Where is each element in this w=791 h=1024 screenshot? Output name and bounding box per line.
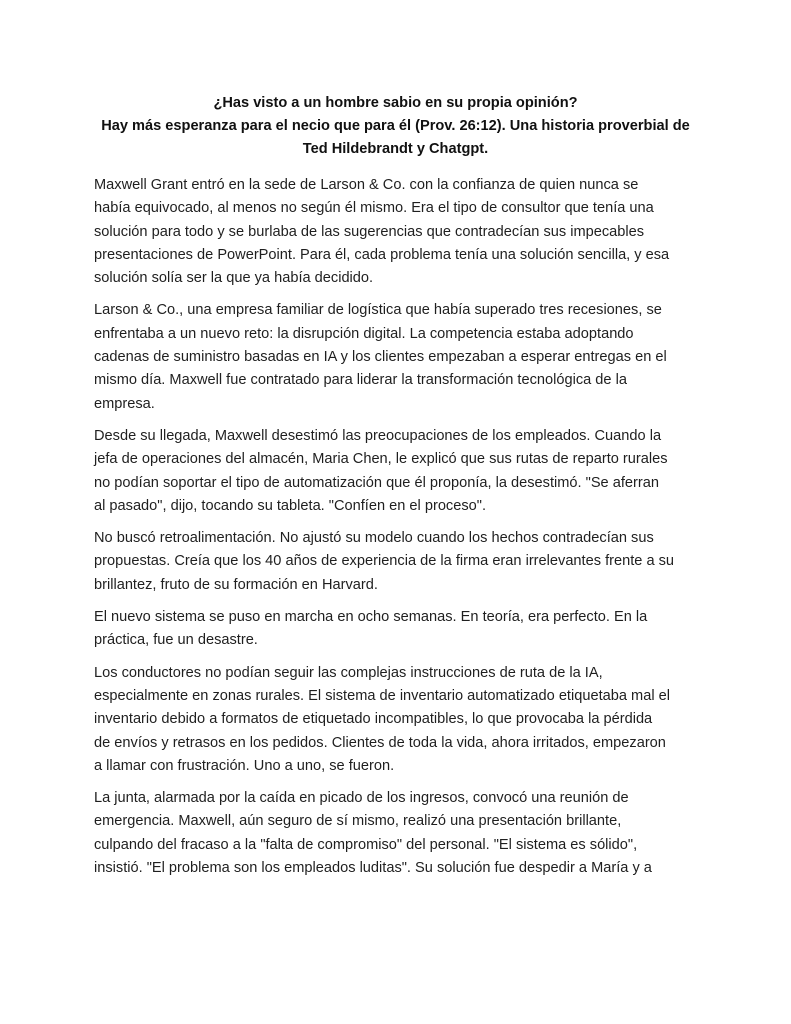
text-line: El nuevo sistema se puso en marcha en ocho semanas. En teoría, era perfecto. En la: [94, 609, 648, 626]
text-line: mismo día. Maxwell fue contratado para liderar la transformación tecnológica de la: [94, 372, 627, 389]
text-line: Los conductores no podían seguir las complejas instrucciones de ruta de la IA,: [94, 664, 603, 681]
text-line: emergencia. Maxwell, aún seguro de sí mismo, realizó una presentación brillante,: [94, 813, 622, 830]
text-line: había equivocado, al menos no según él mismo. Era el tipo de consultor que tenía una: [94, 200, 654, 217]
document-title: [90, 92, 701, 161]
text-line: de envíos y retrasos en los pedidos. Clientes de toda la vida, ahora irritados, empezaron: [94, 734, 666, 751]
text-line: empresa.: [94, 395, 155, 412]
text-line: propuestas. Creía que los 40 años de experiencia de la firma eran irrelevantes frente a su: [94, 553, 675, 570]
text-line: Desde su llegada, Maxwell desestimó las preocupaciones de los empleados. Cuando la: [94, 427, 662, 444]
paragraph: [94, 527, 704, 597]
paragraph: [94, 299, 704, 415]
text-line: brillantez, fruto de su formación en Harvard.: [94, 576, 378, 593]
text-line: a llamar con frustración. Uno a uno, se fueron.: [94, 757, 395, 774]
text-line: no podían soportar el tipo de automatización que él proponía, la desestimó. "Se aferran: [94, 474, 659, 491]
paragraph: [94, 606, 704, 653]
text-line: No buscó retroalimentación. No ajustó su modelo cuando los hechos contradecían sus: [94, 530, 654, 547]
text-line: culpando del fracaso a la "falta de compromiso" del personal. "El sistema es sólido",: [94, 836, 638, 853]
text-line: La junta, alarmada por la caída en picado de los ingresos, convocó una reunión de: [94, 790, 629, 807]
title-line: ¿Has visto a un hombre sabio en su propia opinión?: [213, 95, 578, 111]
paragraph: [94, 425, 704, 518]
paragraph: [94, 662, 704, 778]
text-line: solución solía ser la que ya había decidido.: [94, 270, 374, 287]
title-line: Hay más esperanza para el necio que para él (Prov. 26:12). Una historia proverbial de: [101, 118, 690, 134]
title-line: Ted Hildebrandt y Chatgpt.: [302, 141, 489, 157]
text-line: al pasado", dijo, tocando su tableta. "Confíen en el proceso".: [94, 497, 486, 514]
paragraph: [94, 174, 704, 290]
text-line: presentaciones de PowerPoint. Para él, cada problema tenía una solución sencilla, y esa: [94, 246, 670, 263]
text-line: Larson & Co., una empresa familiar de logística que había superado tres recesiones, se: [94, 302, 662, 319]
text-line: práctica, fue un desastre.: [94, 632, 258, 649]
text-line: jefa de operaciones del almacén, Maria Chen, le explicó que sus rutas de reparto rurales: [94, 451, 668, 468]
text-line: especialmente en zonas rurales. El sistema de inventario automatizado etiquetaba mal el: [94, 687, 670, 704]
text-line: cadenas de suministro basadas en IA y los clientes empezaban a esperar entregas en el: [94, 349, 667, 366]
text-line: insistió. "El problema son los empleados luditas". Su solución fue despedir a María y a: [94, 860, 652, 877]
text-line: Maxwell Grant entró en la sede de Larson & Co. con la confianza de quien nunca se: [94, 177, 639, 193]
document-body: [94, 174, 704, 889]
text-line: solución para todo y se burlaba de las sugerencias que contradecían sus impecables: [94, 223, 645, 240]
text-line: enfrentaba a un nuevo reto: la disrupción digital. La competencia estaba adoptando: [94, 325, 634, 342]
paragraph: [94, 787, 704, 880]
text-line: inventario debido a formatos de etiquetado incompatibles, lo que provocaba la pérdida: [94, 711, 653, 728]
